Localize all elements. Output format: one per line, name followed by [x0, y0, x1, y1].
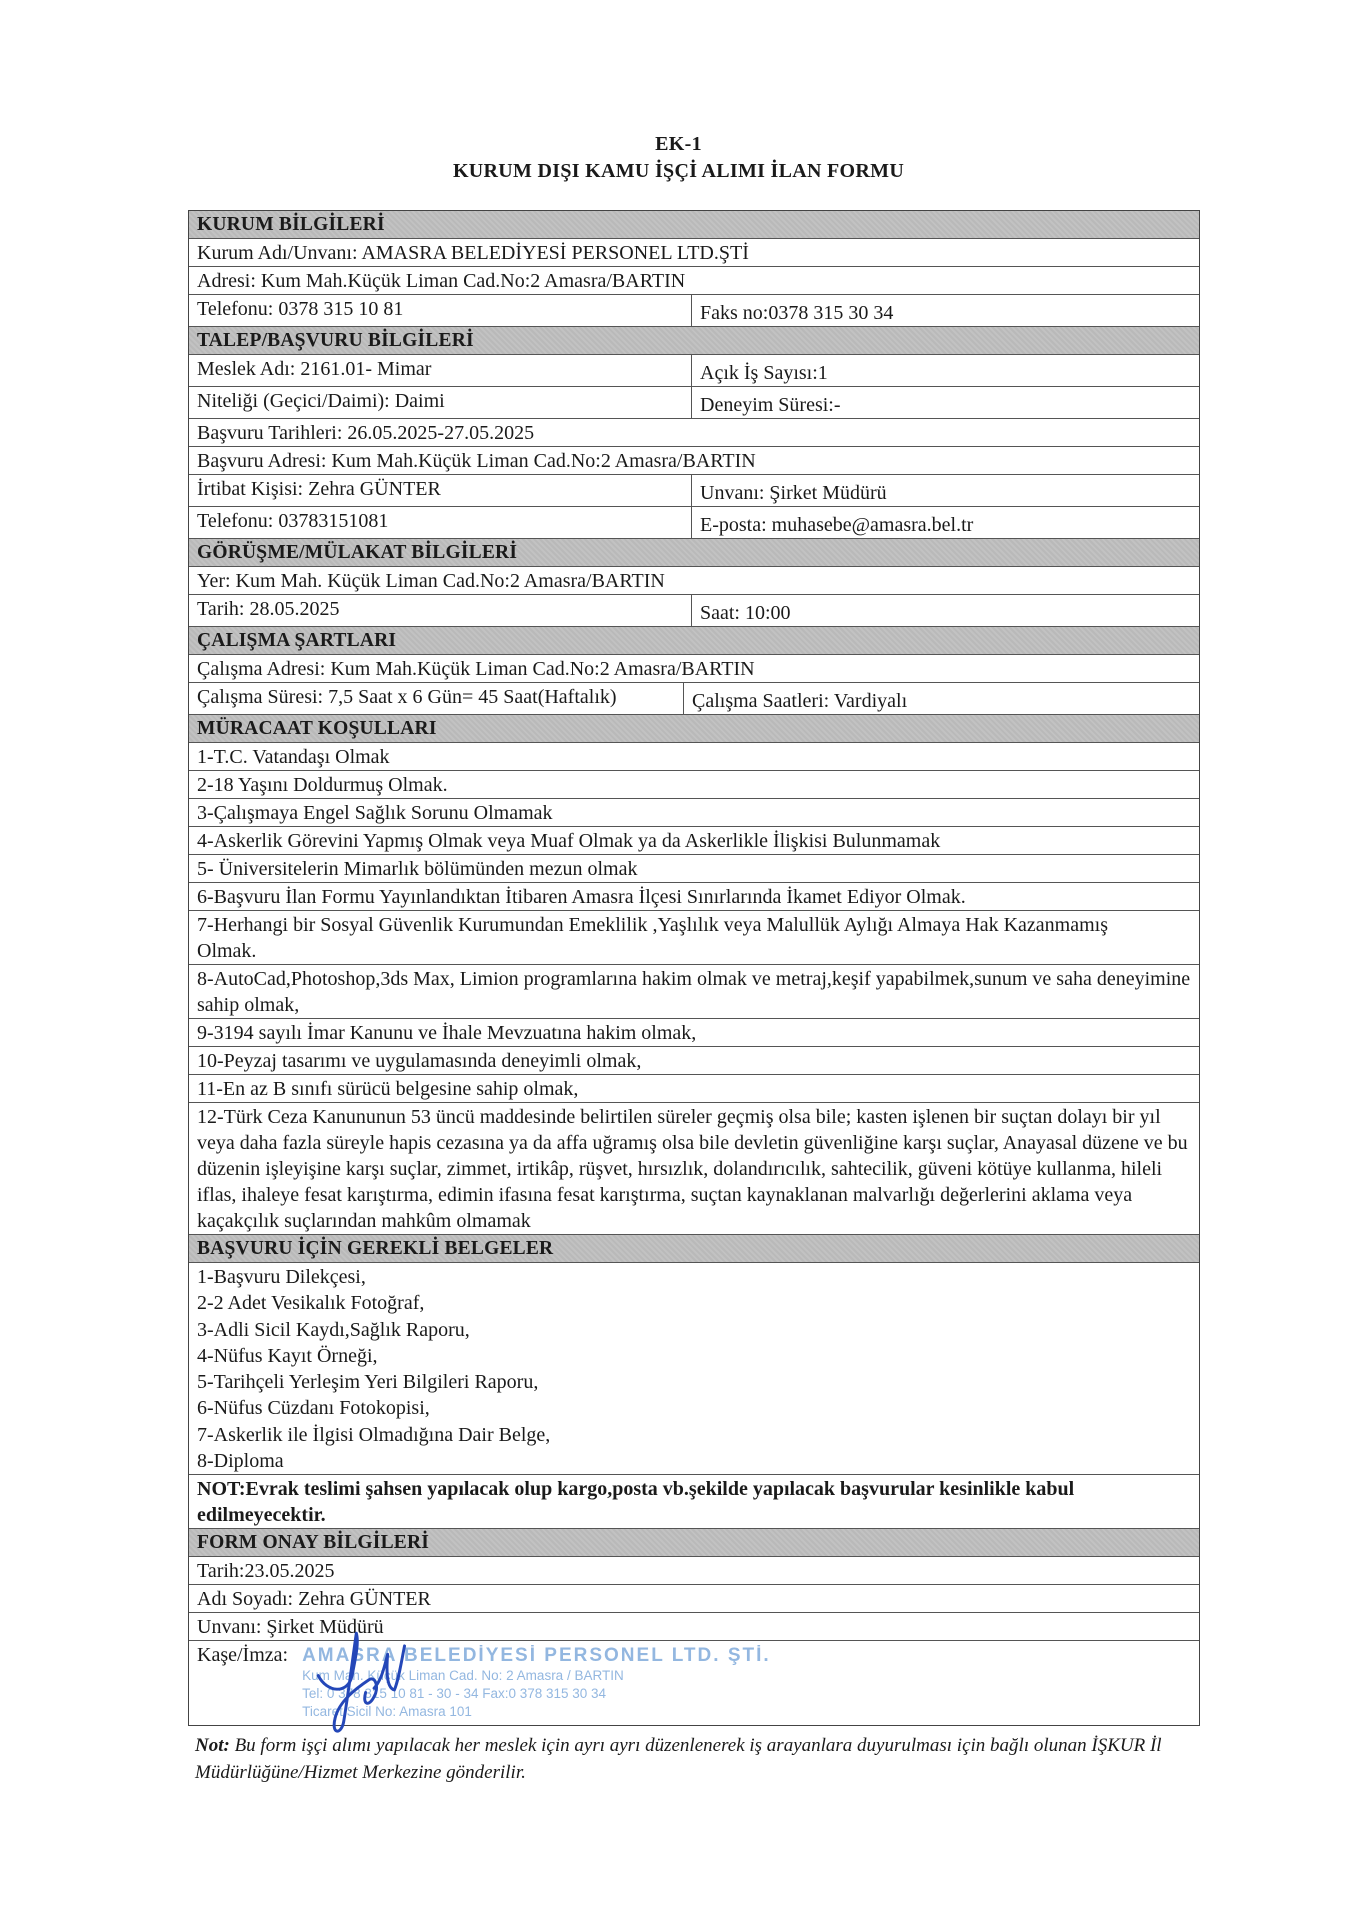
section-heading: TALEP/BAŞVURU BİLGİLERİ [197, 330, 474, 351]
kosul-item: 7-Herhangi bir Sosyal Güvenlik Kurumundan Emeklilik ,Yaşlılık veya Malullük Aylığı Almaya Hak Kazanmamış Olmak. [197, 914, 1108, 962]
section-belgeler [189, 1235, 1199, 1263]
section-kurum [189, 211, 1199, 239]
belge-list [189, 1263, 1199, 1474]
belge-item: 1-Başvuru Dilekçesi, [197, 1266, 366, 1288]
section-heading: ÇALIŞMA ŞARTLARI [197, 630, 397, 651]
belge-item: 6-Nüfus Cüzdanı Fotokopisi, [197, 1397, 430, 1420]
stamp-line: Tel: 0 378 315 10 81 - 30 - 34 Fax:0 378 315 30 34 [302, 1686, 607, 1702]
belge-item: 7-Askerlik ile İlgisi Olmadığına Dair Belge, [197, 1423, 551, 1446]
section-gorusme [189, 539, 1199, 567]
kase-imza-label: Kaşe/İmza: [197, 1644, 289, 1667]
form-wrapper [188, 210, 1218, 1786]
acik-is: Açık İş Sayısı:1 [700, 362, 828, 384]
kosul-item: 5- Üniversitelerin Mimarlık bölümünden mezun olmak [197, 858, 638, 880]
section-muracaat [189, 715, 1199, 743]
kurum-fax: Faks no:0378 315 30 34 [700, 302, 894, 324]
belge-item: 2-2 Adet Vesikalık Fotoğraf, [197, 1292, 425, 1315]
onay-adi: Adı Soyadı: Zehra GÜNTER [197, 1588, 431, 1611]
kosul-item: 9-3194 sayılı İmar Kanunu ve İhale Mevzuatına hakim olmak, [197, 1022, 697, 1044]
document-code: EK-1 [655, 133, 702, 155]
kurum-address: Adresi: Kum Mah.Küçük Liman Cad.No:2 Amasra/BARTIN [197, 270, 686, 292]
note-label: Not: [195, 1735, 230, 1757]
belge-item: 5-Tarihçeli Yerleşim Yeri Bilgileri Raporu, [197, 1371, 539, 1394]
kosul-item: 4-Askerlik Görevini Yapmış Olmak veya Muaf Olmak ya da Askerlikle İlişkisi Bulunmamak [197, 830, 941, 852]
gorusme-tarih: Tarih: 28.05.2025 [189, 595, 692, 626]
kosul-item: 11-En az B sınıfı sürücü belgesine sahip olmak, [197, 1078, 579, 1100]
kosul-item: 1-T.C. Vatandaşı Olmak [197, 746, 390, 768]
document-title: KURUM DIŞI KAMU İŞÇİ ALIMI İLAN FORMU [452, 160, 905, 182]
irtibat-kisisi: İrtibat Kişisi: Zehra GÜNTER [189, 475, 692, 506]
stamp-line: Ticaret Sicil No: Amasra 101 [302, 1704, 472, 1720]
irtibat-eposta: E-posta: muhasebe@amasra.bel.tr [700, 514, 974, 536]
kurum-phone: Telefonu: 0378 315 10 81 [189, 295, 692, 326]
stamp-line: Kum Mah. Küçük Liman Cad. No: 2 Amasra / BARTIN [302, 1668, 624, 1684]
kosul-item: 3-Çalışmaya Engel Sağlık Sorunu Olmamak [197, 802, 553, 824]
kosul-item: 6-Başvuru İlan Formu Yayınlandıktan İtibaren Amasra İlçesi Sınırlarında İkamet Ediyor Olmak. [197, 886, 966, 908]
belge-item: 4-Nüfus Kayıt Örneği, [197, 1344, 378, 1367]
stamp-line: AMASRA BELEDİYESİ PERSONEL LTD. ŞTİ. [302, 1645, 771, 1667]
onay-tarih: Tarih:23.05.2025 [197, 1560, 335, 1583]
kase-imza-cell [189, 1641, 1199, 1725]
section-talep [189, 327, 1199, 355]
belge-item: 3-Adli Sicil Kaydı,Sağlık Raporu, [197, 1318, 470, 1341]
footer-note [195, 1732, 1218, 1786]
belge-item: 8-Diploma [197, 1450, 284, 1473]
announcement-form [188, 210, 1200, 1726]
gorusme-yer: Yer: Kum Mah. Küçük Liman Cad.No:2 Amasra/BARTIN [197, 570, 665, 592]
section-heading: GÖRÜŞME/MÜLAKAT BİLGİLERİ [197, 542, 518, 563]
kase-imza-row [189, 1641, 1199, 1725]
calisma-adresi: Çalışma Adresi: Kum Mah.Küçük Liman Cad.No:2 Amasra/BARTIN [197, 658, 755, 680]
section-heading: FORM ONAY BİLGİLERİ [197, 1532, 430, 1554]
company-stamp [302, 1642, 771, 1721]
gorusme-saat: Saat: 10:00 [700, 602, 791, 624]
kosul-item: 2-18 Yaşını Doldurmuş Olmak. [197, 774, 448, 796]
nitelik: Niteliği (Geçici/Daimi): Daimi [189, 387, 692, 418]
note-text: Bu form işçi alımı yapılacak her meslek için ayrı ayrı düzenlenerek iş arayanlara duyurulması için bağlı olunan İŞKUR İl Müdürlüğüne/Hizmet Merkezine gönderilir. [195, 1735, 1162, 1784]
basvuru-tarihleri: Başvuru Tarihleri: 26.05.2025-27.05.2025 [197, 422, 535, 444]
kurum-name: Kurum Adı/Unvanı: AMASRA BELEDİYESİ PERSONEL LTD.ŞTİ [197, 242, 749, 264]
section-heading: KURUM BİLGİLERİ [197, 214, 385, 235]
section-heading: BAŞVURU İÇİN GEREKLİ BELGELER [197, 1238, 554, 1259]
kosul-item: 8-AutoCad,Photoshop,3ds Max, Limion programlarına hakim olmak ve metraj,keşif yapabilmek,sunum ve saha deneyimine sahip olmak, [197, 968, 1191, 1016]
kosul-item: 12-Türk Ceza Kanununun 53 üncü maddesinde belirtilen süreler geçmiş olsa bile; kasten işlenen bir suçtan dolayı bir yıl veya daha fazla süreyle hapis cezasına ya da affa uğramış olsa bile devletin güvenliğine karşı suçlar, Anayasal düzene ve bu düzenin işleyişine karşı suçlar, zimmet, irtikâp, rüşvet, hırsızlık, dolandırıcılık, sahtecilik, güveni kötüye kullanma, hileli iflas, ihaleye fesat karıştırma, edimin ifasına fesat karıştırma, suçtan kaynaklanan malvarlığı değerlerini aklama veya kaçakçılık suçlarından mahkûm olmamak [197, 1106, 1188, 1232]
deneyim: Deneyim Süresi:- [700, 394, 841, 416]
section-calisma [189, 627, 1199, 655]
evrak-notu: NOT:Evrak teslimi şahsen yapılacak olup kargo,posta vb.şekilde yapılacak başvurular kesinlikle kabul edilmeyecektir. [197, 1478, 1075, 1527]
kosul-item: 10-Peyzaj tasarımı ve uygulamasında deneyimli olmak, [197, 1050, 642, 1072]
meslek: Meslek Adı: 2161.01- Mimar [189, 355, 692, 386]
basvuru-adresi: Başvuru Adresi: Kum Mah.Küçük Liman Cad.No:2 Amasra/BARTIN [197, 450, 756, 472]
calisma-saatleri: Çalışma Saatleri: Vardiyalı [692, 690, 908, 712]
irtibat-telefon: Telefonu: 03783151081 [189, 507, 692, 538]
section-heading: MÜRACAAT KOŞULLARI [197, 718, 437, 739]
section-onay [189, 1529, 1199, 1557]
irtibat-unvan: Unvanı: Şirket Müdürü [700, 482, 887, 504]
calisma-suresi: Çalışma Süresi: 7,5 Saat x 6 Gün= 45 Saat(Haftalık) [189, 683, 684, 714]
onay-unvan: Unvanı: Şirket Müdürü [197, 1616, 384, 1639]
